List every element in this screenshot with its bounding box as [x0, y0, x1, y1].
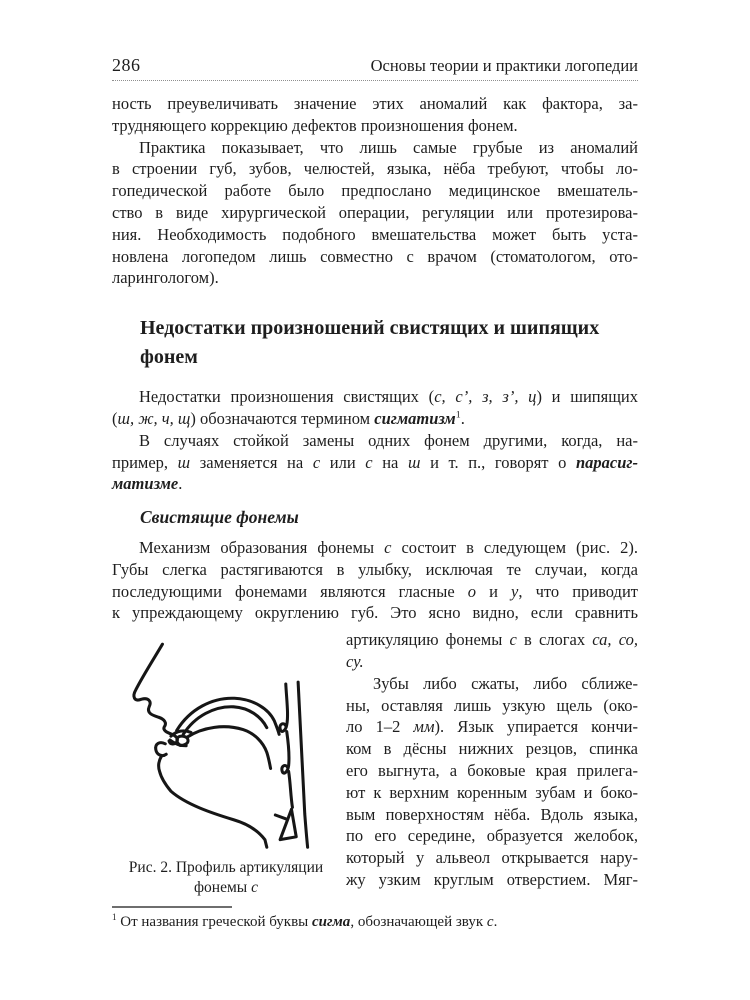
- page-header: [112, 55, 638, 76]
- footnote-rule: [112, 906, 232, 908]
- tongue-body-line: [187, 727, 271, 769]
- text-line: вым поверхностям нёба. Вдоль языка,: [346, 804, 638, 824]
- text-line: Механизм образования фонемы с состоит в следующем (рис. 2).: [139, 537, 638, 557]
- text-line: ность преувеличивать значение этих аномалий как фактора, за-: [112, 94, 638, 113]
- text-line: по его середине, образуется желобок,: [346, 826, 638, 846]
- text-line: ком в дёсны нижних резцов, спинка: [346, 739, 638, 759]
- header-rule: [112, 80, 638, 81]
- text-line: ния. Необходимость подобного вмешательства может быть уста-: [112, 224, 638, 244]
- footnote-area: [112, 906, 638, 934]
- pharynx-lower-line: [289, 771, 293, 807]
- text-line: В случаях стойкой замены одних фонем другими, когда, на-: [139, 430, 638, 450]
- text-line: Практика показывает, что лишь самые грубые из аномалий: [139, 137, 638, 157]
- pharynx-uvula-line: [280, 684, 288, 731]
- text-line: трудняющего коррекцию дефектов произношения фонем.: [112, 115, 518, 135]
- running-title: Основы теории и практики логопедии: [370, 56, 638, 75]
- text-line: ны, оставляя лишь узкую щель (око-: [346, 695, 638, 715]
- paragraph-practice: [112, 137, 638, 290]
- text-line: су.: [346, 651, 364, 671]
- text-line: ло 1–2 мм). Язык упирается кончи-: [346, 717, 639, 737]
- text-line: его выгнута, а боковые края прилега-: [346, 760, 638, 780]
- text-line: $^1$ От названия греческой буквы сигма, обозначающей звук с.: [112, 912, 498, 931]
- text-line: жу узким круглым отверстием. Мяг-: [346, 869, 638, 889]
- text-line: к упреждающему округлению губ. Это ясно видно, если сравнить: [112, 603, 638, 623]
- text-line: фонемы с: [194, 878, 258, 896]
- text-line: Губы слегка растягиваются в улыбку, исключая те случаи, когда: [112, 559, 638, 579]
- text-line: новлена логопедом лишь совместно с врачом (стоматологом, ото-: [112, 246, 638, 266]
- paragraph-mechanism-continuation: [346, 629, 638, 673]
- neck-back-line: [298, 682, 307, 847]
- figure-2: [112, 629, 340, 897]
- text-line: который у альвеол открывается нару-: [346, 848, 638, 868]
- paragraph-parasigmatism: [112, 430, 638, 495]
- articulation-profile-figure: [112, 629, 340, 852]
- chin-jaw-line: [159, 756, 267, 847]
- figure-text-row: [112, 629, 638, 897]
- right-column: [340, 629, 638, 897]
- paragraph-mechanism: [112, 537, 638, 624]
- text-line: артикуляцию фонемы с в слогах са, со,: [346, 630, 638, 650]
- text-line: Недостатки произношения свистящих (с, с’, з, з’, ц) и шипящих: [139, 387, 638, 407]
- text-line: Рис. 2. Профиль артикуляции: [128, 859, 324, 877]
- text-line: (ш, ж, ч, щ) обозначаются термином сигматизм$^1$.: [112, 408, 465, 428]
- paragraph-teeth: [346, 673, 638, 891]
- text-line: пример, ш заменяется на с или с на ш и т. п., говорят о парасиг-: [112, 452, 638, 472]
- text-line: ство в виде хирургической операции, регуляции или протезирова-: [112, 202, 638, 222]
- text-line: последующими фонемами являются гласные о и у, что приводит: [112, 581, 638, 601]
- footnote: [112, 912, 638, 934]
- page-content: [112, 55, 638, 934]
- page-number: 286: [112, 55, 141, 75]
- subsection-heading: Свистящие фонемы: [140, 507, 299, 528]
- paragraph-intro: [112, 93, 638, 137]
- lower-lip-line: [156, 743, 167, 756]
- body-text: [112, 93, 638, 934]
- text-line: в строении губ, зубов, челюстей, языка, нёба требуют, чтобы ло-: [112, 159, 638, 179]
- text-line: фонем: [140, 346, 198, 369]
- face-profile-line: [134, 644, 177, 744]
- text-line: Зубы либо сжаты, либо сближе-: [373, 673, 638, 693]
- palate-outer-line: [177, 698, 279, 734]
- larynx-triangle: [280, 809, 296, 839]
- text-line: Недостатки произношений свистящих и шипящих: [140, 317, 600, 340]
- larynx-tick: [275, 815, 285, 819]
- text-line: матизме.: [112, 474, 183, 494]
- text-line: ларингологом).: [112, 268, 219, 288]
- paragraph-sigmatism: [112, 386, 638, 430]
- text-line: гопедической работе было предпослано медицинское вмешатель-: [112, 181, 638, 201]
- figure-caption: [112, 858, 340, 897]
- text-line: ют к верхним коренным зубам и боко-: [346, 782, 638, 802]
- pharynx-epiglottis-line: [282, 732, 289, 774]
- section-heading: [112, 314, 638, 372]
